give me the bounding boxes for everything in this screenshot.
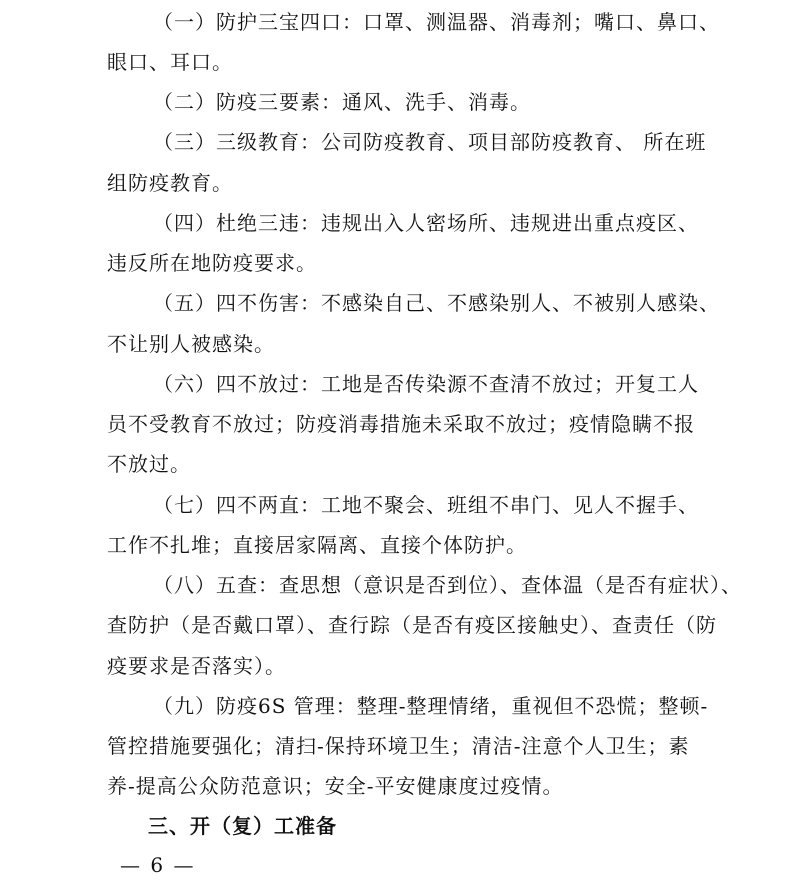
item-8-line-3: 疫要求是否落实）。 bbox=[107, 654, 286, 678]
item-8-line-1: （八）五查：查思想（意识是否到位）、查体温（是否有症状）、 bbox=[153, 573, 742, 597]
item-2-line-1: （二）防疫三要素：通风、洗手、消毒。 bbox=[153, 90, 531, 114]
item-8-line-2: 查防护（是否戴口罩）、查行踪（是否有疫区接触史）、查责任（防 bbox=[107, 613, 717, 637]
item-7-line-1: （七）四不两直：工地不聚会、班组不串门、见人不握手、 bbox=[153, 493, 699, 517]
item-6-line-1: （六）四不放过：工地是否传染源不查清不放过；开复工人 bbox=[153, 372, 699, 396]
item-9-line-1: （九）防疫6S 管理：整理-整理情绪，重视但不恐慌；整顿- bbox=[153, 694, 709, 718]
page-number: — 6 — bbox=[120, 853, 196, 877]
item-1-line-1: （一）防护三宝四口：口罩、测温器、消毒剂；嘴口、鼻口、 bbox=[153, 10, 720, 34]
item-3-line-2: 组防疫教育。 bbox=[107, 171, 233, 195]
item-4-line-2: 违反所在地防疫要求。 bbox=[107, 251, 317, 275]
item-5-line-2: 不让别人被感染。 bbox=[107, 332, 275, 356]
item-7-line-2: 工作不扎堆；直接居家隔离、直接个体防护。 bbox=[107, 533, 527, 557]
item-6-line-2: 员不受教育不放过；防疫消毒措施未采取不放过；疫情隐瞒不报 bbox=[107, 412, 695, 436]
item-1-line-2: 眼口、耳口。 bbox=[107, 50, 233, 74]
item-9-line-3: 养-提高公众防范意识；安全-平安健康度过疫情。 bbox=[107, 774, 564, 798]
section-heading: 三、开（复）工准备 bbox=[148, 814, 337, 838]
item-5-line-1: （五）四不伤害：不感染自己、不感染别人、不被别人感染、 bbox=[153, 291, 720, 315]
item-9-line-2: 管控措施要强化；清扫-保持环境卫生；清洁-注意个人卫生；素 bbox=[107, 734, 690, 758]
item-4-line-1: （四）杜绝三违：违规出入人密场所、违规进出重点疫区、 bbox=[153, 211, 699, 235]
item-3-line-1: （三）三级教育：公司防疫教育、项目部防疫教育、 所在班 bbox=[153, 130, 707, 154]
item-6-line-3: 不放过。 bbox=[107, 452, 191, 476]
